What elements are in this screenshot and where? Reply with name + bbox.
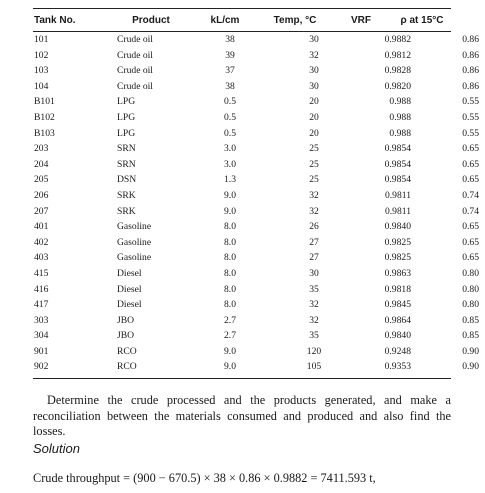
temp-cell: 32	[309, 49, 319, 61]
density-cell: 0.65	[462, 143, 479, 155]
kl-per-cm-cell: 39	[225, 49, 235, 61]
vrf-cell: 0.9248	[384, 345, 411, 357]
kl-per-cm-cell: 8.0	[224, 221, 236, 233]
temp-cell: 27	[309, 252, 319, 264]
product-cell: DSN	[117, 174, 137, 186]
vrf-cell: 0.9818	[384, 283, 411, 295]
temp-cell: 105	[306, 361, 322, 373]
kl-per-cm-cell: 8.0	[224, 236, 236, 248]
product-cell: RCO	[117, 361, 137, 373]
temp-cell: 20	[309, 127, 319, 139]
tank-no-cell: 415	[34, 267, 49, 279]
solution-heading: Solution	[33, 441, 80, 456]
tank-no-cell: 303	[34, 314, 49, 326]
tank-no-cell: 102	[34, 49, 49, 61]
table-row	[33, 32, 485, 48]
temp-header: Temp, °C	[273, 14, 317, 26]
table-row	[33, 250, 485, 266]
table-row	[33, 282, 485, 298]
table-row	[33, 359, 485, 375]
table-row	[33, 94, 485, 110]
tank-no-cell: 203	[34, 143, 49, 155]
density-cell: 0.65	[462, 158, 479, 170]
vrf-cell: 0.9353	[384, 361, 411, 373]
tank-no-cell: 205	[34, 174, 49, 186]
table-row	[33, 157, 485, 173]
temp-cell: 20	[309, 111, 319, 123]
vrf-cell: 0.988	[389, 127, 411, 139]
vrf-cell: 0.9811	[384, 205, 411, 217]
product-cell: Crude oil	[117, 80, 153, 92]
tank-data-table	[33, 9, 452, 31]
vrf-cell: 0.9863	[384, 267, 411, 279]
tank-data-table-wrapper	[33, 8, 479, 379]
product-cell: Gasoline	[117, 221, 152, 233]
table-header-row	[33, 9, 452, 31]
table-row	[33, 204, 485, 220]
product-cell: Gasoline	[117, 252, 152, 264]
vrf-header: VRF	[351, 14, 371, 26]
product-cell: LPG	[117, 127, 136, 139]
kl-per-cm-cell: 8.0	[224, 299, 236, 311]
vrf-cell: 0.9840	[384, 221, 411, 233]
density-header: ρ at 15°C	[400, 14, 444, 26]
tank-no-cell: 207	[34, 205, 49, 217]
vrf-cell: 0.9854	[384, 143, 411, 155]
density-cell: 0.80	[462, 283, 479, 295]
problem-statement: Determine the crude processed and the products generated, and make a reconciliation between the materials consumed and produced and also find the losses.	[33, 393, 451, 438]
table-row	[33, 344, 485, 360]
tank-no-cell: 101	[34, 34, 49, 45]
kl-per-cm-cell: 9.0	[224, 205, 236, 217]
kl-per-cm-cell: 0.5	[224, 96, 236, 108]
kl-per-cm-cell: 38	[225, 80, 235, 92]
kl-per-cm-cell: 37	[225, 65, 235, 77]
kl-per-cm-header: kL/cm	[210, 14, 240, 26]
tank-no-cell: 402	[34, 236, 49, 248]
density-cell: 0.80	[462, 299, 479, 311]
table-row	[33, 188, 485, 204]
temp-cell: 25	[309, 143, 319, 155]
vrf-cell: 0.988	[389, 111, 411, 123]
tank-no-cell: B101	[34, 96, 55, 108]
product-cell: LPG	[117, 111, 136, 123]
product-header: Product	[132, 14, 170, 26]
kl-per-cm-cell: 38	[225, 34, 235, 45]
temp-cell: 30	[309, 267, 319, 279]
product-cell: JBO	[117, 314, 135, 326]
temp-cell: 30	[309, 65, 319, 77]
kl-per-cm-cell: 8.0	[224, 252, 236, 264]
product-cell: Crude oil	[117, 34, 153, 45]
product-cell: LPG	[117, 96, 136, 108]
kl-per-cm-cell: 9.0	[224, 189, 236, 201]
table-row	[33, 172, 485, 188]
density-cell: 0.74	[462, 189, 479, 201]
kl-per-cm-cell: 2.7	[224, 314, 236, 326]
table-row	[33, 235, 485, 251]
table-row	[33, 141, 485, 157]
density-cell: 0.80	[462, 267, 479, 279]
density-cell: 0.74	[462, 205, 479, 217]
crude-throughput-equation: Crude throughput = (900 − 670.5) × 38 × 0.86 × 0.9882 = 7411.593 t,	[33, 471, 376, 485]
kl-per-cm-cell: 2.7	[224, 330, 236, 342]
table-row	[33, 79, 485, 95]
table-row	[33, 219, 485, 235]
density-cell: 0.86	[462, 34, 479, 45]
kl-per-cm-cell: 3.0	[224, 143, 236, 155]
product-cell: Gasoline	[117, 236, 152, 248]
tank-no-cell: B102	[34, 111, 55, 123]
vrf-cell: 0.9828	[384, 65, 411, 77]
density-cell: 0.85	[462, 314, 479, 326]
kl-per-cm-cell: 9.0	[224, 361, 236, 373]
temp-cell: 25	[309, 158, 319, 170]
vrf-cell: 0.9812	[384, 49, 411, 61]
vrf-cell: 0.988	[389, 96, 411, 108]
tank-no-cell: 204	[34, 158, 49, 170]
tank-no-cell: 902	[34, 361, 49, 373]
product-cell: Diesel	[117, 267, 142, 279]
table-row	[33, 63, 485, 79]
density-cell: 0.85	[462, 330, 479, 342]
table-bottom-rule	[33, 378, 451, 379]
vrf-cell: 0.9811	[384, 189, 411, 201]
product-cell: Diesel	[117, 299, 142, 311]
tank-no-cell: 206	[34, 189, 49, 201]
product-cell: SRK	[117, 189, 136, 201]
table-row	[33, 48, 485, 64]
kl-per-cm-cell: 1.3	[224, 174, 236, 186]
vrf-cell: 0.9864	[384, 314, 411, 326]
density-cell: 0.55	[462, 127, 479, 139]
tank-no-cell: 403	[34, 252, 49, 264]
vrf-cell: 0.9840	[384, 330, 411, 342]
table-row	[33, 328, 485, 344]
tank-no-cell: B103	[34, 127, 55, 139]
density-cell: 0.65	[462, 221, 479, 233]
kl-per-cm-cell: 9.0	[224, 345, 236, 357]
density-cell: 0.86	[462, 49, 479, 61]
product-cell: SRK	[117, 205, 136, 217]
temp-cell: 32	[309, 205, 319, 217]
vrf-cell: 0.9820	[384, 80, 411, 92]
density-cell: 0.65	[462, 236, 479, 248]
tank-no-cell: 401	[34, 221, 49, 233]
product-cell: SRN	[117, 143, 136, 155]
temp-cell: 26	[309, 221, 319, 233]
tank-no-header: Tank No.	[34, 14, 76, 26]
temp-cell: 32	[309, 299, 319, 311]
table-row	[33, 297, 485, 313]
table-row	[33, 126, 485, 142]
tank-no-cell: 417	[34, 299, 49, 311]
temp-cell: 120	[306, 345, 322, 357]
temp-cell: 30	[309, 80, 319, 92]
density-cell: 0.86	[462, 65, 479, 77]
product-cell: RCO	[117, 345, 137, 357]
tank-no-cell: 104	[34, 80, 49, 92]
kl-per-cm-cell: 8.0	[224, 283, 236, 295]
temp-cell: 32	[309, 314, 319, 326]
temp-cell: 20	[309, 96, 319, 108]
tank-no-cell: 103	[34, 65, 49, 77]
kl-per-cm-cell: 0.5	[224, 127, 236, 139]
tank-data-table-body	[33, 32, 485, 375]
vrf-cell: 0.9845	[384, 299, 411, 311]
density-cell: 0.65	[462, 174, 479, 186]
vrf-cell: 0.9854	[384, 174, 411, 186]
density-cell: 0.90	[462, 345, 479, 357]
product-cell: SRN	[117, 158, 136, 170]
kl-per-cm-cell: 0.5	[224, 111, 236, 123]
density-cell: 0.55	[462, 96, 479, 108]
tank-no-cell: 901	[34, 345, 49, 357]
product-cell: Crude oil	[117, 65, 153, 77]
vrf-cell: 0.9882	[384, 34, 411, 45]
kl-per-cm-cell: 3.0	[224, 158, 236, 170]
temp-cell: 35	[309, 283, 319, 295]
kl-per-cm-cell: 8.0	[224, 267, 236, 279]
density-cell: 0.65	[462, 252, 479, 264]
table-row	[33, 313, 485, 329]
product-cell: JBO	[117, 330, 135, 342]
vrf-cell: 0.9854	[384, 158, 411, 170]
temp-cell: 35	[309, 330, 319, 342]
density-cell: 0.55	[462, 111, 479, 123]
vrf-cell: 0.9825	[384, 252, 411, 264]
product-cell: Crude oil	[117, 49, 153, 61]
table-row	[33, 110, 485, 126]
density-cell: 0.86	[462, 80, 479, 92]
table-row	[33, 266, 485, 282]
temp-cell: 30	[309, 34, 319, 45]
temp-cell: 25	[309, 174, 319, 186]
product-cell: Diesel	[117, 283, 142, 295]
tank-no-cell: 304	[34, 330, 49, 342]
temp-cell: 32	[309, 189, 319, 201]
temp-cell: 27	[309, 236, 319, 248]
tank-no-cell: 416	[34, 283, 49, 295]
density-cell: 0.90	[462, 361, 479, 373]
vrf-cell: 0.9825	[384, 236, 411, 248]
